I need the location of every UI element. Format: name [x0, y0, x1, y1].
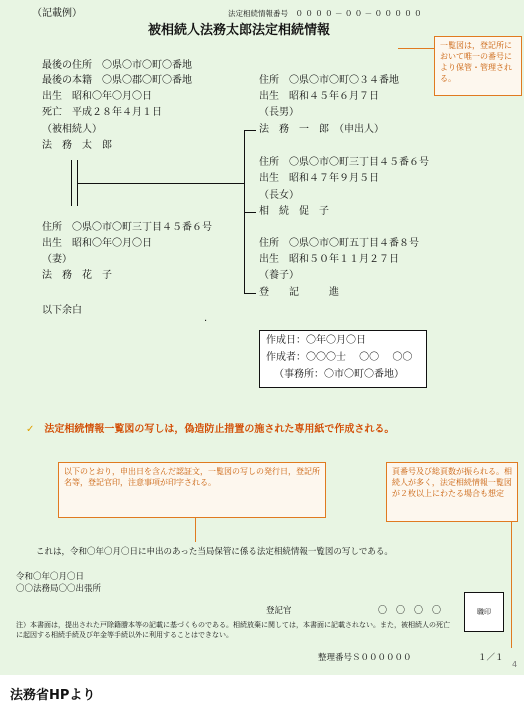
daughter-name: 相 続 促 子	[259, 206, 329, 217]
issuing-office: 〇〇法務局〇〇出張所	[16, 584, 102, 594]
example-label: （記載例）	[32, 8, 82, 19]
son-name: 法 務 一 郎 （申出人）	[259, 124, 384, 135]
remainder-blank: 以下余白	[42, 305, 82, 316]
callout-leader-mid	[195, 518, 196, 542]
adopted-address: 住所 〇県〇市〇町五丁目４番８号	[259, 238, 419, 249]
callout-leader-right	[511, 522, 512, 648]
spouse-birth: 出生 昭和〇年〇月〇日	[42, 238, 152, 249]
decedent-death: 死亡 平成２８年４月１日	[42, 107, 162, 118]
registrar-label: 登記官	[266, 606, 292, 616]
son-birth: 出生 昭和４５年６月７日	[259, 91, 379, 102]
decedent-name: 法 務 太 郎	[42, 140, 112, 151]
issue-date: 令和〇年〇月〇日	[16, 572, 85, 582]
daughter-role: （長女）	[259, 190, 299, 201]
creator-name: 作成者：〇〇〇士 〇〇 〇〇	[266, 352, 413, 363]
usage-note: 注）本書面は，提出された戸除籍謄本等の記載に基づくものである。相続放棄に関しては，本書面に記載されない。また，被相続人の死亡に起因する相続手続及び年金等手続以外に利用することはできない。	[16, 621, 450, 639]
callout-leader-top	[398, 48, 434, 49]
callout-page-number: 頁番号及び総頁数が振られる。相続人が多く，法定相続情報一覧図が２枚以上にわたる場合も想定	[386, 462, 518, 522]
special-paper-notice-text: 法定相続情報一覧図の写しは，偽造防止措置の施された専用紙で作成される。	[44, 424, 395, 435]
callout-registry: 一覧図は，登記所において唯一の番号により保管・管理される。	[434, 36, 522, 96]
creator-date: 作成日：〇年〇月〇日	[266, 335, 366, 346]
page-title: 被相続人法務太郎法定相続情報	[148, 23, 331, 38]
adopted-name: 登 記 進	[259, 287, 339, 298]
decedent-last-address: 最後の住所 〇県〇市〇町〇番地	[42, 60, 192, 71]
adopted-birth: 出生 昭和５０年１１月２７日	[259, 254, 399, 265]
control-number: 整理番号Ｓ００００００	[318, 653, 412, 663]
creator-office: （事務所：〇市〇町〇番地）	[274, 369, 404, 380]
official-seal: 職印	[464, 592, 504, 632]
daughter-address: 住所 〇県〇市〇町三丁目４５番６号	[259, 157, 429, 168]
adopted-role: （養子）	[259, 270, 299, 281]
spouse-address: 住所 〇県〇市〇町三丁目４５番６号	[42, 222, 212, 233]
children-connector	[78, 183, 244, 184]
source-caption: 法務省HPより	[10, 688, 96, 703]
decedent-role: （被相続人）	[42, 124, 102, 135]
creator-box	[259, 330, 427, 388]
check-icon: ✓	[26, 424, 35, 435]
page-corner-number: 4	[512, 660, 518, 669]
daughter-birth: 出生 昭和４７年９月５日	[259, 173, 379, 184]
certification-statement: これは，令和〇年〇月〇日に申出のあった当局保管に係る法定相続情報一覧図の写しである。	[36, 547, 393, 557]
decedent-birth: 出生 昭和〇年〇月〇日	[42, 91, 152, 102]
spouse-name: 法 務 花 子	[42, 270, 112, 281]
branch-adopted	[244, 293, 256, 294]
branch-daughter	[244, 212, 256, 213]
marriage-line-left	[71, 160, 72, 206]
registrar-name: 〇 〇 〇 〇	[378, 606, 442, 616]
dot-mark: ·	[204, 316, 208, 327]
spouse-role: （妻）	[42, 254, 72, 265]
cert-number: 法定相続情報番号 ０ ０ ０ ０ － ０ ０ － ０ ０ ０ ０ ０	[228, 9, 422, 18]
special-paper-notice	[26, 420, 394, 435]
branch-son	[244, 130, 256, 131]
callout-certification: 以下のとおり，申出日を含んだ認証文，一覧図の写しの発行日，登記所名等，登記官印，注意事項が印字される。	[58, 462, 326, 518]
son-role: （長男）	[259, 107, 299, 118]
decedent-last-domicile: 最後の本籍 〇県〇郡〇町〇番地	[42, 75, 192, 86]
page-number: １／１	[478, 653, 504, 663]
son-address: 住所 〇県〇市〇町〇３４番地	[259, 75, 399, 86]
